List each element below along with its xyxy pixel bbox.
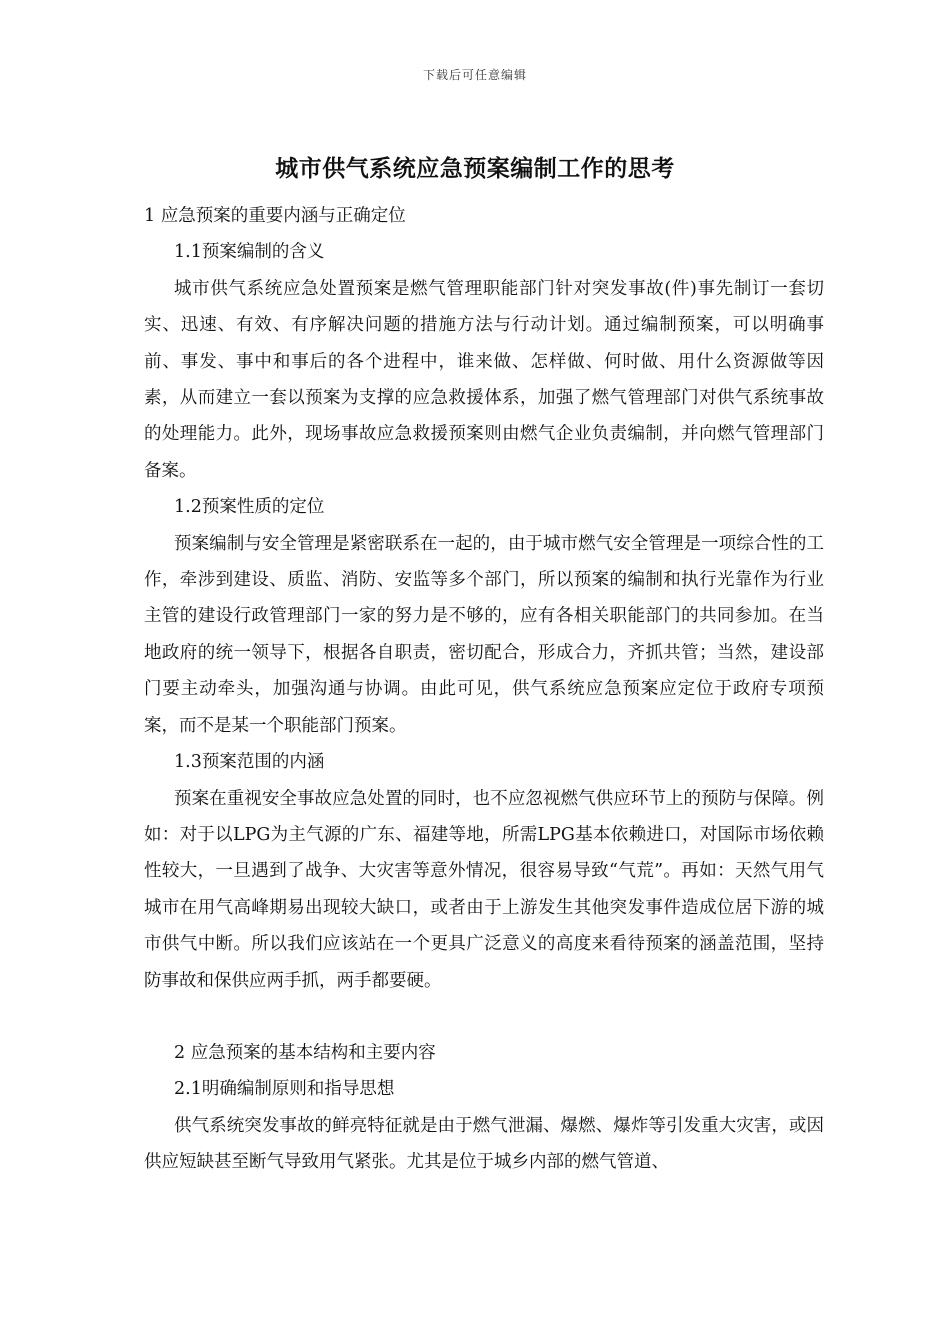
header-note: 下载后可任意编辑 [422, 68, 527, 82]
document-title: 城市供气系统应急预案编制工作的思考 [275, 155, 675, 182]
document-body [144, 198, 824, 1181]
subsection-heading-1-3: 1.3预案范围的内涵 [174, 752, 325, 773]
paragraph-1-1: 城市供气系统应急处置预案是燃气管理职能部门针对突发事故(件)事先制订一套切实、迅速、有效、有序解决问题的措施方法与行动计划。通过编制预案，可以明确事前、事发、事中和事后的各个进程中，谁来做、怎样做、何时做、用什么资源做等因素，从而建立一套以预案为支撑的应急救援体系，加强了燃气管理部门对供气系统事故的处理能力。此外，现场事故应急救援预案则由燃气企业负责编制，并向燃气管理部门备案。 [144, 278, 824, 481]
section-heading-1: 1 应急预案的重要内涵与正确定位 [144, 206, 406, 226]
section-gap [144, 999, 824, 1035]
paragraph-1-3: 预案在重视安全事故应急处置的同时，也不应忽视燃气供应环节上的预防与保障。例如：对于以LPG为主气源的广东、福建等地，所需LPG基本依赖进口，对国际市场依赖性较大，一旦遇到了战争、大灾害等意外情况，很容易导致“气荒”。再如：天然气用气城市在用气高峰期易出现较大缺口，或者由于上游发生其他突发事件造成位居下游的城市供气中断。所以我们应该站在一个更具广泛意义的高度来看待预案的涵盖范围，坚持防事故和保供应两手抓，两手都要硬。 [144, 788, 824, 991]
subsection-heading-1-2: 1.2预案性质的定位 [174, 497, 325, 518]
section-heading-2: 2 应急预案的基本结构和主要内容 [174, 1042, 436, 1063]
paragraph-2-1: 供气系统突发事故的鲜亮特征就是由于燃气泄漏、爆燃、爆炸等引发重大灾害，或因供应短缺甚至断气导致用气紧张。尤其是位于城乡内部的燃气管道、 [144, 1115, 824, 1173]
subsection-heading-1-1: 1.1预案编制的含义 [174, 242, 325, 263]
subsection-heading-2-1: 2.1明确编制原则和指导思想 [174, 1079, 395, 1100]
paragraph-1-2: 预案编制与安全管理是紧密联系在一起的，由于城市燃气安全管理是一项综合性的工作，牵涉到建设、质监、消防、安监等多个部门，所以预案的编制和执行光靠作为行业主管的建设行政管理部门一家的努力是不够的，应有各相关职能部门的共同参加。在当地政府的统一领导下，根据各自职责，密切配合，形成合力，齐抓共管；当然，建设部门要主动牵头，加强沟通与协调。由此可见，供气系统应急预案应定位于政府专项预案，而不是某一个职能部门预案。 [144, 533, 824, 736]
